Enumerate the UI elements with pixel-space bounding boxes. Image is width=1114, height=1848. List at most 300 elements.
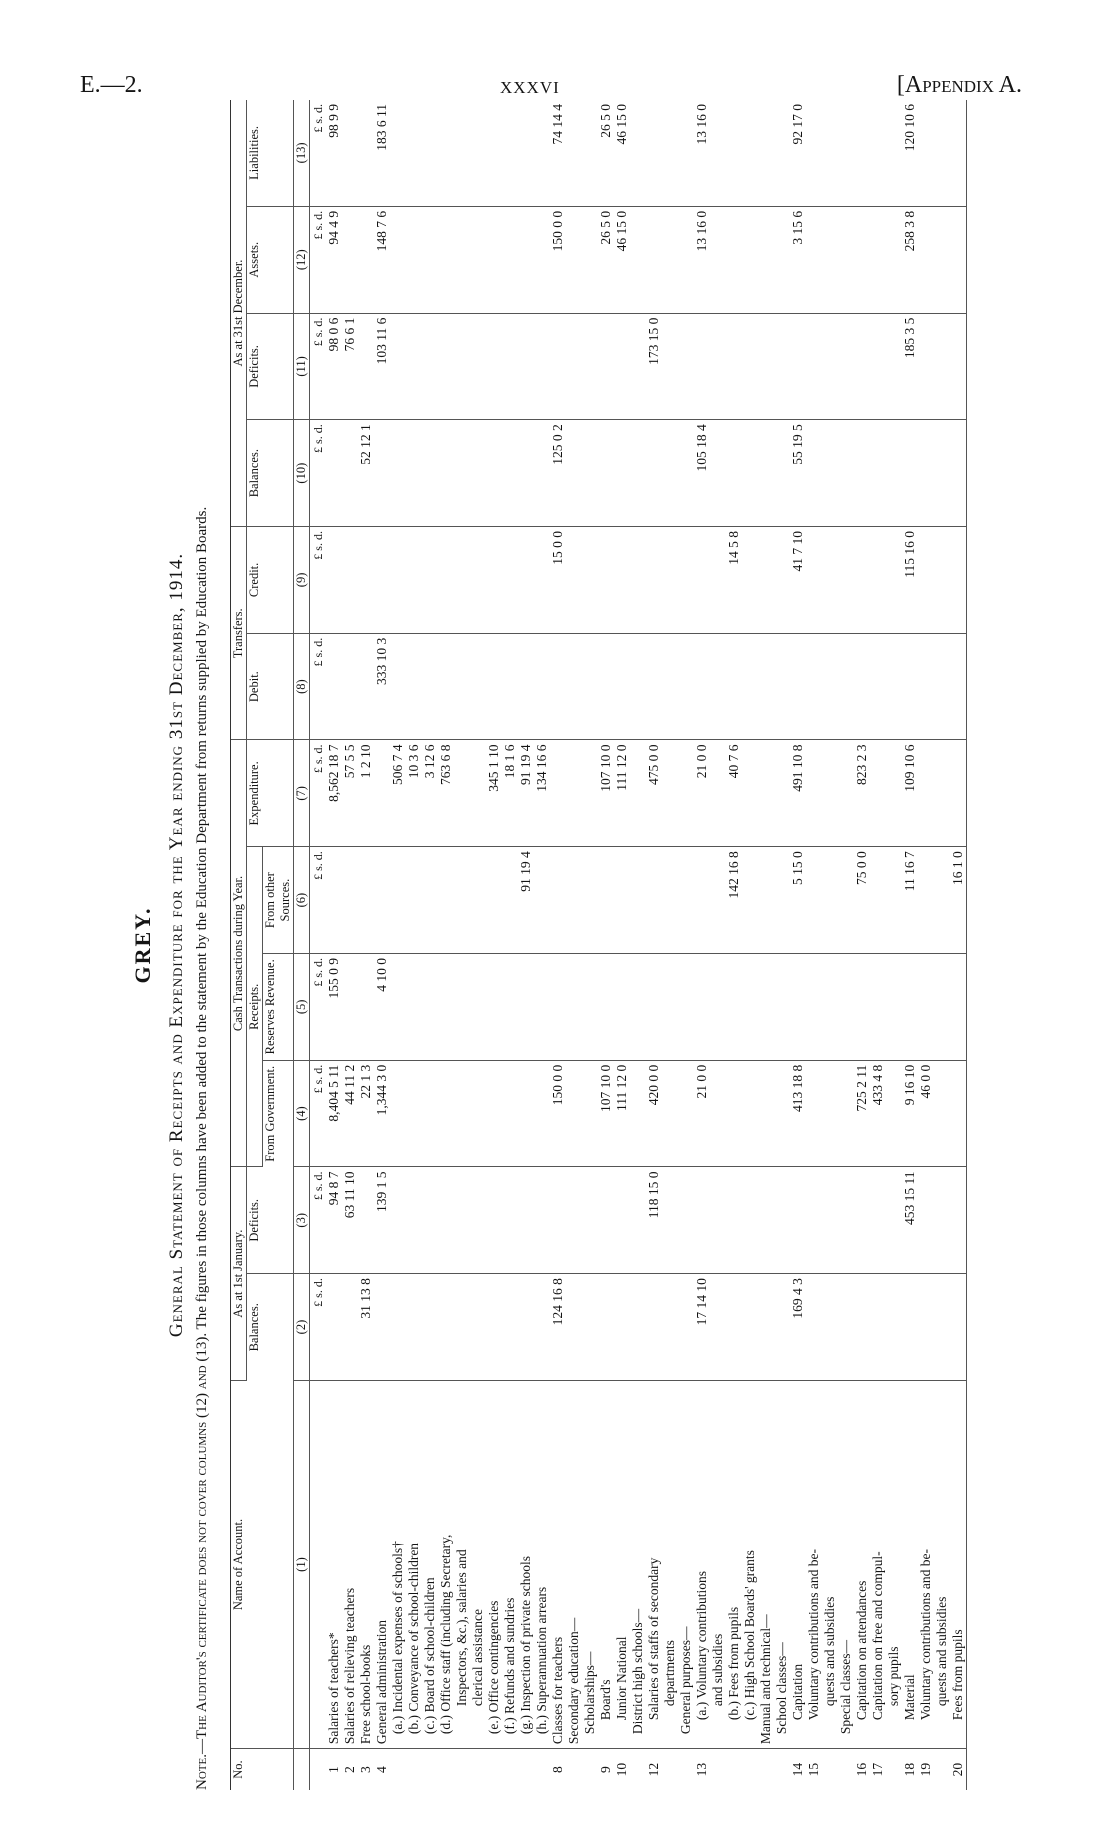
amount-cell bbox=[470, 633, 486, 740]
amount-cell: 17 14 10 bbox=[694, 1274, 710, 1381]
amount-cell bbox=[406, 313, 422, 420]
account-name: Salaries of teachers* bbox=[326, 1380, 342, 1748]
amount-cell: 91 19 4 bbox=[518, 740, 534, 847]
amount-cell bbox=[662, 1274, 678, 1381]
amount-cell: 40 7 6 bbox=[726, 740, 742, 847]
amount-cell bbox=[822, 633, 838, 740]
amount-cell bbox=[742, 420, 758, 527]
amount-cell bbox=[598, 847, 614, 954]
amount-cell bbox=[598, 633, 614, 740]
amount-cell bbox=[502, 1274, 518, 1381]
amount-cell bbox=[662, 633, 678, 740]
amount-cell bbox=[470, 740, 486, 847]
amount-cell bbox=[886, 953, 902, 1060]
amount-cell bbox=[742, 1167, 758, 1274]
amount-cell bbox=[726, 1060, 742, 1167]
col-no-num bbox=[294, 1749, 310, 1790]
amount-cell bbox=[422, 100, 438, 206]
amount-cell bbox=[614, 313, 630, 420]
amount-cell bbox=[774, 420, 790, 527]
amount-cell bbox=[598, 953, 614, 1060]
col-10-num: (10) bbox=[294, 420, 310, 527]
amount-cell bbox=[454, 527, 470, 634]
row-number bbox=[518, 1749, 534, 1790]
amount-cell bbox=[918, 313, 934, 420]
row-number bbox=[774, 1749, 790, 1790]
amount-cell bbox=[774, 633, 790, 740]
amount-cell bbox=[870, 1274, 886, 1381]
amount-cell bbox=[390, 633, 406, 740]
amount-cell bbox=[662, 847, 678, 954]
amount-cell bbox=[742, 740, 758, 847]
col-2-num: (2) bbox=[294, 1274, 310, 1381]
amount-cell: 55 19 5 bbox=[790, 420, 806, 527]
amount-cell bbox=[550, 1167, 566, 1274]
amount-cell bbox=[838, 1274, 854, 1381]
amount-cell bbox=[406, 100, 422, 206]
row-number: 3 bbox=[358, 1766, 373, 1773]
row-number bbox=[502, 1749, 518, 1790]
amount-cell bbox=[390, 1167, 406, 1274]
amount-cell bbox=[742, 953, 758, 1060]
amount-cell bbox=[358, 206, 374, 313]
amount-cell bbox=[438, 633, 454, 740]
account-name: (b.) Fees from pupils bbox=[726, 1380, 742, 1748]
row-number: 15 bbox=[806, 1762, 821, 1777]
amount-cell bbox=[950, 1274, 967, 1381]
amount-cell bbox=[518, 633, 534, 740]
amount-cell bbox=[534, 633, 550, 740]
amount-cell bbox=[630, 206, 646, 313]
amount-cell bbox=[806, 100, 822, 206]
amount-cell bbox=[454, 313, 470, 420]
amount-cell bbox=[582, 1167, 598, 1274]
amount-cell bbox=[390, 100, 406, 206]
amount-cell bbox=[902, 953, 918, 1060]
amount-cell bbox=[934, 1060, 950, 1167]
amount-cell bbox=[694, 1167, 710, 1274]
amount-cell bbox=[438, 100, 454, 206]
amount-cell bbox=[950, 100, 967, 206]
amount-cell bbox=[646, 206, 662, 313]
amount-cell bbox=[726, 420, 742, 527]
amount-cell bbox=[662, 206, 678, 313]
amount-cell bbox=[662, 1060, 678, 1167]
amount-cell: 63 11 10 bbox=[342, 1167, 358, 1274]
col-group-jan: As at 1st January. bbox=[231, 1167, 247, 1380]
amount-cell bbox=[550, 847, 566, 954]
account-name: Voluntary contributions and be- bbox=[806, 1380, 822, 1748]
amount-cell bbox=[406, 847, 422, 954]
col-name: Name of Account. bbox=[231, 1380, 294, 1748]
amount-cell bbox=[758, 633, 774, 740]
amount-cell: 31 13 8 bbox=[358, 1274, 374, 1381]
amount-cell bbox=[774, 313, 790, 420]
amount-cell bbox=[838, 313, 854, 420]
amount-cell bbox=[726, 1167, 742, 1274]
amount-cell bbox=[806, 527, 822, 634]
amount-cell bbox=[822, 953, 838, 1060]
amount-cell bbox=[566, 847, 582, 954]
amount-cell bbox=[390, 1274, 406, 1381]
row-number: 2 bbox=[342, 1766, 357, 1773]
row-number bbox=[422, 1749, 438, 1790]
amount-cell bbox=[438, 1167, 454, 1274]
amount-cell bbox=[678, 313, 694, 420]
account-name: Capitation on attendances bbox=[854, 1380, 870, 1748]
amount-cell bbox=[630, 1167, 646, 1274]
amount-cell bbox=[614, 847, 630, 954]
amount-cell bbox=[678, 420, 694, 527]
amount-cell bbox=[614, 1274, 630, 1381]
amount-cell bbox=[838, 740, 854, 847]
header-right: [Appendix A. bbox=[896, 72, 1022, 98]
amount-cell bbox=[950, 633, 967, 740]
statement-title: General Statement of Receipts and Expenditure for the Year ending 31st December, 1914. bbox=[166, 552, 187, 1338]
amount-cell bbox=[582, 1274, 598, 1381]
statement-table bbox=[230, 100, 967, 1790]
amount-cell bbox=[598, 1274, 614, 1381]
amount-cell bbox=[758, 420, 774, 527]
amount-cell bbox=[710, 1060, 726, 1167]
amount-cell bbox=[678, 1167, 694, 1274]
amount-cell bbox=[870, 527, 886, 634]
amount-cell bbox=[646, 420, 662, 527]
amount-cell bbox=[742, 100, 758, 206]
amount-cell bbox=[774, 1274, 790, 1381]
amount-cell: 11 16 7 bbox=[902, 847, 918, 954]
row-number: 10 bbox=[614, 1762, 629, 1777]
amount-cell bbox=[566, 1060, 582, 1167]
amount-cell bbox=[470, 100, 486, 206]
amount-cell bbox=[838, 100, 854, 206]
amount-cell bbox=[758, 1274, 774, 1381]
amount-cell bbox=[342, 420, 358, 527]
amount-cell: 5 15 0 bbox=[790, 847, 806, 954]
amount-cell bbox=[742, 1274, 758, 1381]
amount-cell: 333 10 3 bbox=[374, 633, 390, 740]
amount-cell bbox=[486, 313, 502, 420]
amount-cell bbox=[502, 633, 518, 740]
amount-cell bbox=[678, 633, 694, 740]
account-name: quests and subsidies bbox=[934, 1380, 950, 1748]
account-name: (h.) Superannuation arrears bbox=[534, 1380, 550, 1748]
account-name: quests and subsidies bbox=[822, 1380, 838, 1748]
amount-cell bbox=[678, 527, 694, 634]
amount-cell bbox=[374, 740, 390, 847]
account-name: Board's bbox=[598, 1380, 614, 1748]
amount-cell: 21 0 0 bbox=[694, 740, 710, 847]
amount-cell bbox=[790, 1167, 806, 1274]
amount-cell bbox=[454, 420, 470, 527]
amount-cell: 46 15 0 bbox=[614, 206, 630, 313]
account-name: Fees from pupils bbox=[950, 1380, 967, 1748]
amount-cell bbox=[950, 206, 967, 313]
amount-cell bbox=[854, 313, 870, 420]
amount-cell bbox=[422, 527, 438, 634]
amount-cell bbox=[422, 313, 438, 420]
account-name: School classes— bbox=[774, 1380, 790, 1748]
amount-cell: 823 2 3 bbox=[854, 740, 870, 847]
amount-cell bbox=[550, 953, 566, 1060]
amount-cell bbox=[630, 847, 646, 954]
amount-cell: 52 12 1 bbox=[358, 420, 374, 527]
col-4-num: (4) bbox=[294, 1060, 310, 1167]
amount-cell bbox=[470, 847, 486, 954]
row-number bbox=[630, 1749, 646, 1790]
amount-cell bbox=[470, 1167, 486, 1274]
amount-cell: 109 10 6 bbox=[902, 740, 918, 847]
amount-cell bbox=[646, 527, 662, 634]
amount-cell bbox=[758, 206, 774, 313]
table-row bbox=[678, 100, 694, 1790]
col-11: Deficits. bbox=[247, 313, 294, 420]
row-no bbox=[310, 1749, 327, 1790]
amount-cell bbox=[518, 527, 534, 634]
amount-cell bbox=[822, 1167, 838, 1274]
amount-cell bbox=[326, 633, 342, 740]
row-number bbox=[758, 1749, 774, 1790]
amount-cell bbox=[390, 313, 406, 420]
amount-cell bbox=[406, 1060, 422, 1167]
amount-cell bbox=[934, 847, 950, 954]
amount-cell bbox=[598, 527, 614, 634]
amount-cell bbox=[854, 100, 870, 206]
amount-cell bbox=[630, 527, 646, 634]
amount-cell: 57 5 5 bbox=[342, 740, 358, 847]
amount-cell bbox=[486, 953, 502, 1060]
amount-cell bbox=[646, 100, 662, 206]
table-row bbox=[854, 100, 870, 1790]
account-name: Capitation on free and compul- bbox=[870, 1380, 886, 1748]
col-10: Balances. bbox=[247, 420, 294, 527]
amount-cell bbox=[918, 847, 934, 954]
amount-cell: 107 10 0 bbox=[598, 740, 614, 847]
amount-cell: 1,344 3 0 bbox=[374, 1060, 390, 1167]
statement-rows bbox=[310, 100, 967, 1790]
col-3: Deficits. bbox=[247, 1167, 294, 1274]
col-8-num: (8) bbox=[294, 633, 310, 740]
amount-cell: 16 1 0 bbox=[950, 847, 967, 954]
table-row bbox=[694, 100, 710, 1790]
amount-cell bbox=[806, 847, 822, 954]
row-name bbox=[310, 1380, 327, 1748]
row-number: 19 bbox=[918, 1762, 933, 1777]
lsd-label: £ s. d. bbox=[310, 420, 327, 527]
amount-cell bbox=[342, 1274, 358, 1381]
amount-cell: 98 9 9 bbox=[326, 100, 342, 206]
amount-cell bbox=[854, 527, 870, 634]
amount-cell bbox=[950, 1167, 967, 1274]
amount-cell bbox=[918, 740, 934, 847]
amount-cell bbox=[582, 527, 598, 634]
account-name: (d.) Office staff (including Secretary, bbox=[438, 1380, 454, 1748]
amount-cell bbox=[870, 953, 886, 1060]
amount-cell bbox=[406, 1167, 422, 1274]
amount-cell: 148 7 6 bbox=[374, 206, 390, 313]
amount-cell bbox=[710, 420, 726, 527]
amount-cell: 92 17 0 bbox=[790, 100, 806, 206]
row-number bbox=[438, 1749, 454, 1790]
amount-cell bbox=[422, 206, 438, 313]
amount-cell bbox=[886, 633, 902, 740]
amount-cell bbox=[854, 633, 870, 740]
row-number bbox=[822, 1749, 838, 1790]
col-11-num: (11) bbox=[294, 313, 310, 420]
amount-cell bbox=[838, 527, 854, 634]
amount-cell: 1 2 10 bbox=[358, 740, 374, 847]
amount-cell: 124 16 8 bbox=[550, 1274, 566, 1381]
table-row bbox=[710, 100, 726, 1790]
table-row bbox=[390, 100, 406, 1790]
amount-cell bbox=[918, 206, 934, 313]
row-number: 12 bbox=[646, 1762, 661, 1777]
amount-cell bbox=[518, 313, 534, 420]
amount-cell bbox=[326, 527, 342, 634]
amount-cell bbox=[470, 1274, 486, 1381]
amount-cell bbox=[662, 420, 678, 527]
account-name: (c.) High School Boards' grants bbox=[742, 1380, 758, 1748]
row-number bbox=[454, 1749, 470, 1790]
amount-cell bbox=[742, 527, 758, 634]
amount-cell bbox=[598, 1167, 614, 1274]
row-number bbox=[662, 1749, 678, 1790]
table-row bbox=[598, 100, 614, 1790]
amount-cell bbox=[454, 1060, 470, 1167]
amount-cell bbox=[406, 206, 422, 313]
amount-cell bbox=[534, 953, 550, 1060]
amount-cell bbox=[518, 420, 534, 527]
amount-cell bbox=[742, 633, 758, 740]
amount-cell: 22 1 3 bbox=[358, 1060, 374, 1167]
amount-cell bbox=[470, 953, 486, 1060]
amount-cell bbox=[870, 313, 886, 420]
table-row bbox=[886, 100, 902, 1790]
note-rest: The figures in those columns have been added to the statement by the Education Department from returns supplied by Education Boards. bbox=[194, 506, 210, 1330]
col-9: Credit. bbox=[247, 527, 294, 634]
amount-cell: 173 15 0 bbox=[646, 313, 662, 420]
amount-cell bbox=[390, 420, 406, 527]
amount-cell bbox=[342, 633, 358, 740]
amount-cell bbox=[886, 740, 902, 847]
amount-cell bbox=[694, 847, 710, 954]
amount-cell bbox=[742, 313, 758, 420]
col-5: Reserves Revenue. bbox=[263, 953, 294, 1060]
amount-cell bbox=[886, 1060, 902, 1167]
amount-cell bbox=[646, 953, 662, 1060]
table-row bbox=[630, 100, 646, 1790]
amount-cell: 75 0 0 bbox=[854, 847, 870, 954]
amount-cell: 26 5 0 bbox=[598, 206, 614, 313]
amount-cell bbox=[390, 953, 406, 1060]
table-row bbox=[566, 100, 582, 1790]
amount-cell bbox=[566, 953, 582, 1060]
amount-cell bbox=[486, 420, 502, 527]
header-left: E.—2. bbox=[80, 72, 143, 98]
amount-cell: 41 7 10 bbox=[790, 527, 806, 634]
amount-cell bbox=[630, 740, 646, 847]
amount-cell bbox=[422, 1060, 438, 1167]
amount-cell bbox=[758, 313, 774, 420]
col-6-num: (6) bbox=[294, 847, 310, 954]
amount-cell bbox=[822, 847, 838, 954]
amount-cell: 506 7 4 bbox=[390, 740, 406, 847]
row-number bbox=[726, 1749, 742, 1790]
table-row bbox=[646, 100, 662, 1790]
amount-cell bbox=[806, 953, 822, 1060]
amount-cell bbox=[630, 1060, 646, 1167]
amount-cell bbox=[678, 847, 694, 954]
amount-cell: 76 6 1 bbox=[342, 313, 358, 420]
amount-cell bbox=[726, 953, 742, 1060]
amount-cell bbox=[454, 206, 470, 313]
currency-row bbox=[310, 100, 327, 1790]
amount-cell bbox=[582, 953, 598, 1060]
amount-cell bbox=[502, 953, 518, 1060]
account-name: Free school-books bbox=[358, 1380, 374, 1748]
table-row bbox=[454, 100, 470, 1790]
amount-cell bbox=[582, 1060, 598, 1167]
row-number bbox=[566, 1749, 582, 1790]
amount-cell bbox=[422, 1274, 438, 1381]
row-number bbox=[934, 1749, 950, 1790]
amount-cell bbox=[822, 420, 838, 527]
rotated-page-body bbox=[130, 100, 1000, 1790]
amount-cell bbox=[326, 420, 342, 527]
lsd-label: £ s. d. bbox=[310, 1060, 327, 1167]
amount-cell bbox=[438, 953, 454, 1060]
amount-cell bbox=[678, 1274, 694, 1381]
amount-cell: 155 0 9 bbox=[326, 953, 342, 1060]
amount-cell bbox=[614, 633, 630, 740]
row-number: 13 bbox=[694, 1762, 709, 1777]
amount-cell: 763 6 8 bbox=[438, 740, 454, 847]
lsd-label: £ s. d. bbox=[310, 206, 327, 313]
amount-cell: 21 0 0 bbox=[694, 1060, 710, 1167]
amount-cell: 10 3 6 bbox=[406, 740, 422, 847]
amount-cell: 105 18 4 bbox=[694, 420, 710, 527]
amount-cell bbox=[902, 633, 918, 740]
amount-cell bbox=[630, 313, 646, 420]
amount-cell bbox=[422, 1167, 438, 1274]
table-row bbox=[502, 100, 518, 1790]
amount-cell bbox=[630, 633, 646, 740]
amount-cell bbox=[566, 1274, 582, 1381]
amount-cell bbox=[822, 740, 838, 847]
row-number bbox=[390, 1749, 406, 1790]
amount-cell: 98 0 6 bbox=[326, 313, 342, 420]
account-name: departments bbox=[662, 1380, 678, 1748]
col-group-receipts: Receipts. bbox=[247, 847, 263, 1167]
amount-cell bbox=[518, 1167, 534, 1274]
amount-cell bbox=[342, 527, 358, 634]
header-center: XXXVI bbox=[500, 78, 560, 97]
amount-cell bbox=[934, 1274, 950, 1381]
amount-cell bbox=[486, 100, 502, 206]
amount-cell bbox=[918, 953, 934, 1060]
table-row bbox=[758, 100, 774, 1790]
amount-cell: 91 19 4 bbox=[518, 847, 534, 954]
amount-cell bbox=[550, 313, 566, 420]
amount-cell bbox=[374, 527, 390, 634]
amount-cell bbox=[710, 527, 726, 634]
amount-cell bbox=[598, 420, 614, 527]
amount-cell: 15 0 0 bbox=[550, 527, 566, 634]
page-title: GREY. bbox=[130, 906, 155, 984]
amount-cell bbox=[630, 100, 646, 206]
amount-cell bbox=[518, 1060, 534, 1167]
amount-cell bbox=[838, 420, 854, 527]
